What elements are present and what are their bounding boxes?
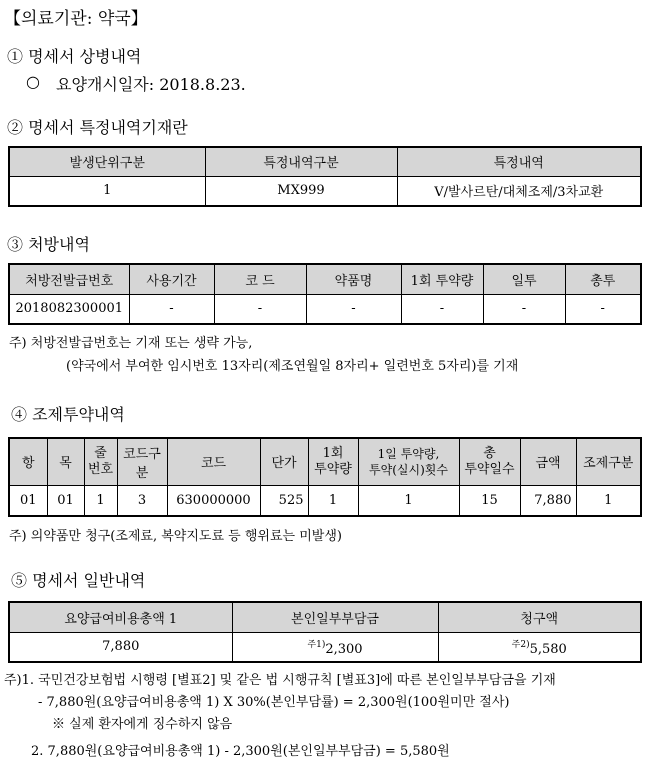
table-cell: - (483, 294, 565, 324)
header-cell: 목 (47, 438, 84, 485)
header-cell: 코 드 (214, 264, 306, 294)
dispensing-table (8, 437, 642, 517)
header-cell: 총 투약일수 (459, 438, 520, 485)
prescription-table (8, 263, 642, 325)
table-header-row (9, 602, 641, 632)
table-cell: 01 (47, 485, 84, 516)
table-cell: 1 (9, 176, 205, 206)
table-cell: 7,880 (9, 632, 232, 662)
footnote-mark: 주2) (511, 639, 530, 650)
table-cell: 15 (459, 485, 520, 516)
header-cell: 사용기간 (129, 264, 214, 294)
general-note-1: 주)1. 국민건강보험법 시행령 [별표2] 및 같은 법 시행규칙 [별표3]에 따른 본인일부부담금을 기재 (4, 673, 556, 688)
footnote-mark: 주1) (307, 639, 326, 650)
header-cell: 일투 (483, 264, 565, 294)
table-cell: - (129, 294, 214, 324)
header-cell: 조제구분 (576, 438, 641, 485)
header-cell: 특정내역구분 (205, 147, 397, 176)
table-row (9, 485, 641, 516)
table-row (9, 294, 641, 324)
table-cell: V/발사르탄/대체조제/3차교환 (397, 176, 641, 206)
table-cell: 525 (260, 485, 308, 516)
header-cell: 줄 번호 (84, 438, 117, 485)
table-cell: 1 (358, 485, 459, 516)
header-cell: 1회 투약량 (308, 438, 358, 485)
table-cell: 01 (9, 485, 47, 516)
section-2-title: ② 명세서 특정내역기재란 (7, 118, 188, 137)
header-cell: 본인일부부담금 (232, 602, 438, 632)
header-cell: 요양급여비용총액 1 (9, 602, 232, 632)
header-cell: 특정내역 (397, 147, 641, 176)
header-cell: 발생단위구분 (9, 147, 205, 176)
table-cell: MX999 (205, 176, 397, 206)
section-1-title: ① 명세서 상병내역 (7, 47, 142, 66)
table-cell: 2018082300001 (9, 294, 129, 324)
table-cell: 1 (576, 485, 641, 516)
table-cell: 3 (117, 485, 167, 516)
dispensing-note: 주) 의약품만 청구(조제료, 복약지도료 등 행위료는 미발생) (9, 529, 342, 544)
bullet-icon: ○ (26, 72, 40, 91)
section-5-title: ⑤ 명세서 일반내역 (11, 571, 146, 590)
header-cell: 코드구분 (117, 438, 167, 485)
table-header-row (9, 147, 641, 176)
header-cell: 1일 투약량, 투약(실시)횟수 (358, 438, 459, 485)
table-header-row (9, 438, 641, 485)
table-cell: 1 (84, 485, 117, 516)
table-cell: 1 (308, 485, 358, 516)
section-3-title: ③ 처방내역 (7, 235, 90, 254)
prescription-note-2: (약국에서 부여한 임시번호 13자리(제조연월일 8자리+ 일련번호 5자리)를 기재 (66, 359, 519, 374)
header-cell: 청구액 (438, 602, 641, 632)
copay-value: 2,300 (325, 641, 363, 657)
table-cell: 7,880 (520, 485, 576, 516)
header-cell: 처방전발급번호 (9, 264, 129, 294)
prescription-note-1: 주) 처방전발급번호는 기재 또는 생략 가능, (9, 336, 253, 351)
general-note-4: 2. 7,880원(요양급여비용총액 1) - 2,300원(본인일부부담금) = 5,580원 (31, 744, 450, 759)
table-cell: - (214, 294, 306, 324)
table-row (9, 632, 641, 662)
header-cell: 총투 (565, 264, 641, 294)
header-cell: 약품명 (306, 264, 401, 294)
general-note-3: ※ 실제 환자에게 징수하지 않음 (52, 717, 233, 732)
table-cell: 630000000 (167, 485, 260, 516)
general-details-table (8, 601, 642, 663)
table-cell (438, 632, 641, 662)
header-cell: 금액 (520, 438, 576, 485)
table-row (9, 176, 641, 206)
table-cell: - (306, 294, 401, 324)
section-4-title: ④ 조제투약내역 (11, 405, 125, 424)
table-cell: - (565, 294, 641, 324)
table-header-row (9, 264, 641, 294)
header-cell: 단가 (260, 438, 308, 485)
page-title: 【의료기관: 약국】 (4, 9, 148, 29)
table-cell (232, 632, 438, 662)
specific-details-table (8, 146, 642, 207)
claim-value: 5,580 (529, 641, 567, 657)
header-cell: 1회 투약량 (401, 264, 483, 294)
general-note-2: - 7,880원(요양급여비용총액 1) X 30%(본인부담률) = 2,300원(100원미만 절사) (38, 695, 510, 710)
table-cell: - (401, 294, 483, 324)
header-cell: 코드 (167, 438, 260, 485)
start-date-item: 요양개시일자: 2018.8.23. (56, 75, 246, 94)
header-cell: 항 (9, 438, 47, 485)
